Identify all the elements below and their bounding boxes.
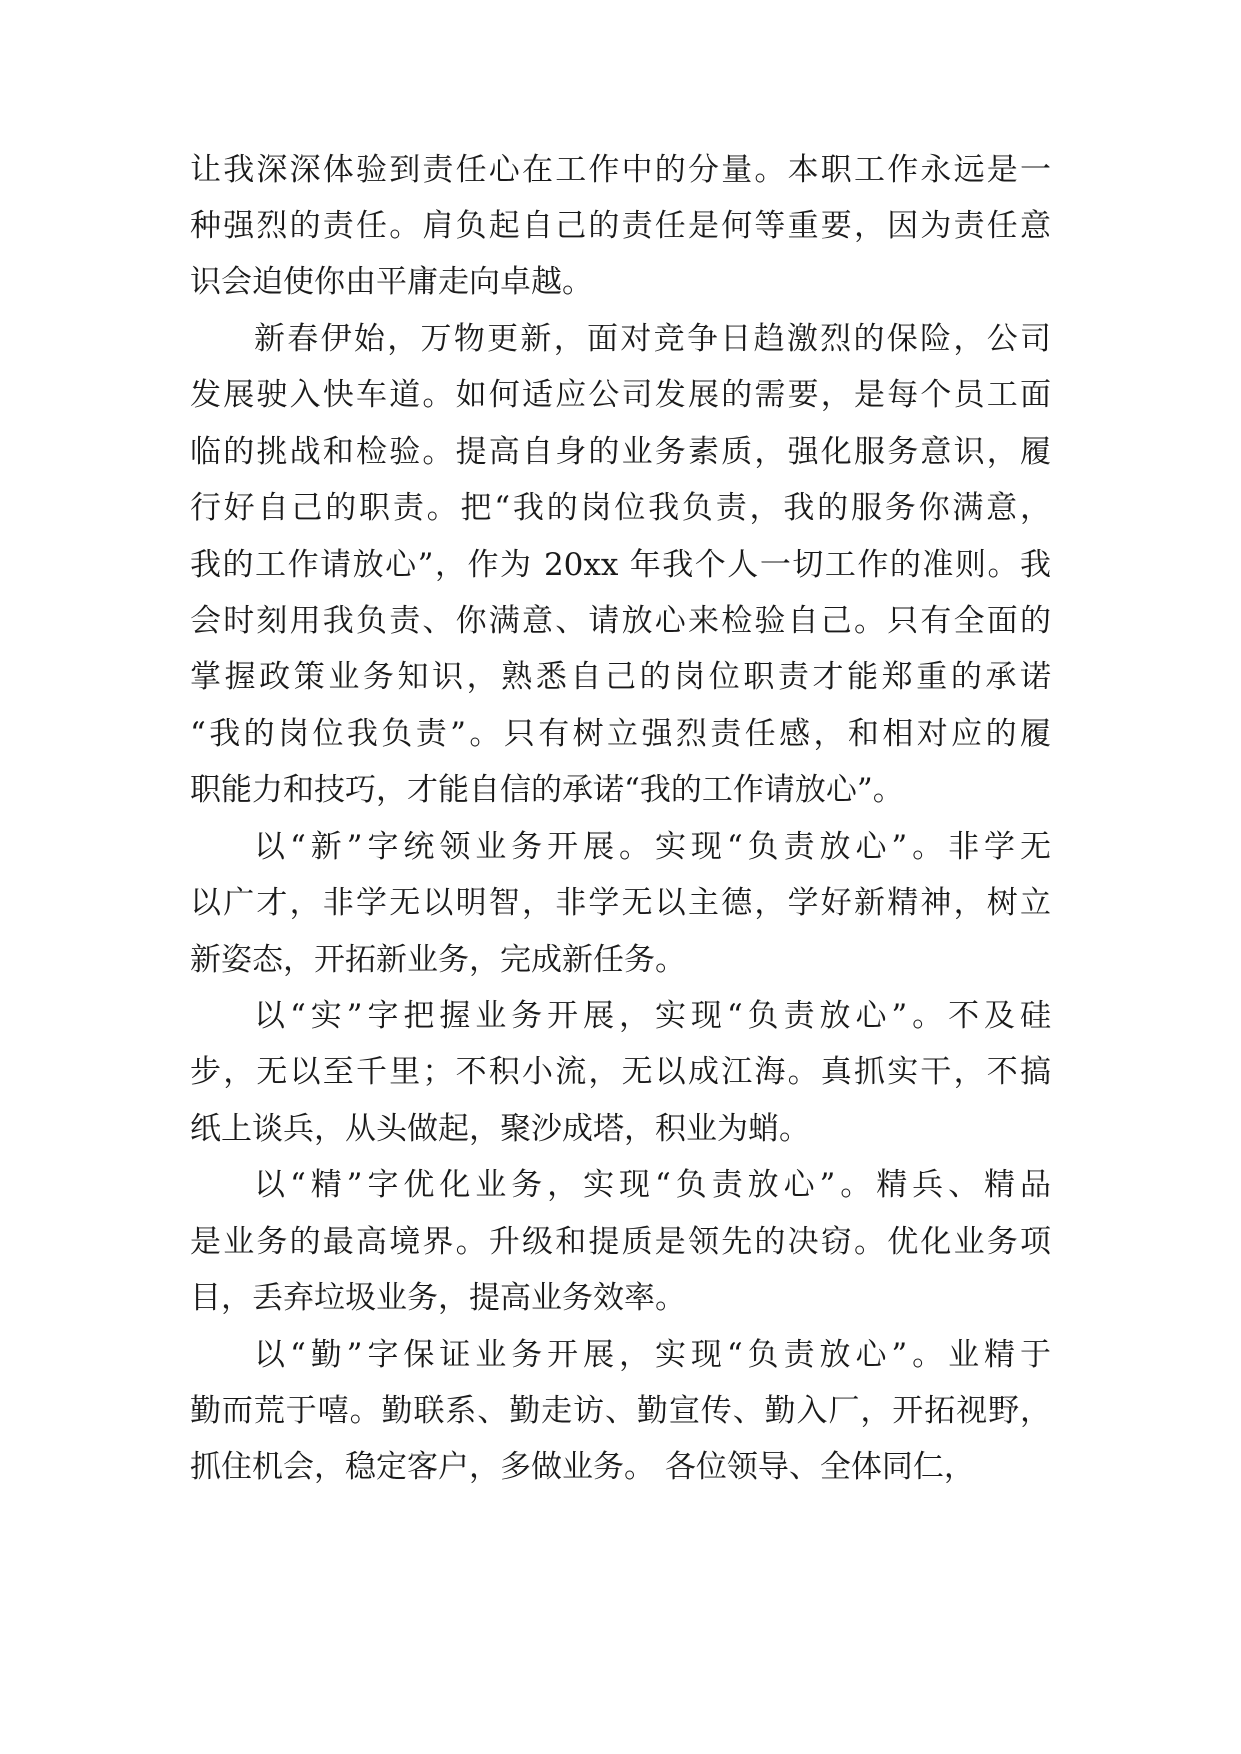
- text-line: 步，无以至千里；不积小流，无以成江海。真抓实干，不搞: [190, 1054, 1051, 1090]
- text-line: 是业务的最高境界。升级和提质是领先的决窃。优化业务项: [190, 1224, 1051, 1260]
- text-line: “我的岗位我负责”。只有树立强烈责任感，和相对应的履: [190, 716, 1051, 752]
- text-line: 目，丢弃垃圾业务，提高业务效率。: [190, 1280, 686, 1316]
- text-line: 职能力和技巧，才能自信的承诺“我的工作请放心”。: [190, 772, 904, 808]
- text-line: 识会迫使你由平庸走向卓越。: [190, 264, 593, 300]
- paragraph-first-line: 以“勤”字保证业务开展，实现“负责放心”。业精于: [254, 1337, 1051, 1373]
- text-line: 临的挑战和检验。提高自身的业务素质，强化服务意识，履: [190, 434, 1051, 470]
- text-line: 掌握政策业务知识，熟悉自己的岗位职责才能郑重的承诺: [190, 659, 1051, 695]
- text-line: 勤而荒于嘻。勤联系、勤走访、勤宣传、勤入厂，开拓视野，: [190, 1393, 1051, 1429]
- text-line: 纸上谈兵，从头做起，聚沙成塔，积业为蛸。: [190, 1111, 810, 1147]
- text-line: 让我深深体验到责任心在工作中的分量。本职工作永远是一: [190, 152, 1051, 188]
- text-line: 新姿态，开拓新业务，完成新任务。: [190, 942, 686, 978]
- text-line: 种强烈的责任。肩负起自己的责任是何等重要，因为责任意: [190, 208, 1051, 244]
- paragraph-first-line: 以“精”字优化业务，实现“负责放心”。精兵、精品: [254, 1167, 1051, 1203]
- paragraph-first-line: 以“实”字把握业务开展，实现“负责放心”。不及硅: [254, 998, 1051, 1034]
- text-line: 我的工作请放心”，作为 20xx 年我个人一切工作的准则。我: [190, 547, 1051, 583]
- text-line: 会时刻用我负责、你满意、请放心来检验自己。只有全面的: [190, 603, 1051, 639]
- paragraph-first-line: 新春伊始，万物更新，面对竞争日趋激烈的保险，公司: [254, 321, 1051, 357]
- paragraph-first-line: 以“新”字统领业务开展。实现“负责放心”。非学无: [254, 829, 1051, 865]
- text-line: 行好自己的职责。把“我的岗位我负责，我的服务你满意，: [190, 490, 1051, 526]
- text-line: 以广才，非学无以明智，非学无以主德，学好新精神，树立: [190, 885, 1051, 921]
- text-line: 发展驶入快车道。如何适应公司发展的需要，是每个员工面: [190, 377, 1051, 413]
- text-line: 抓住机会，稳定客户，多做业务。 各位领导、全体同仁，: [190, 1449, 975, 1485]
